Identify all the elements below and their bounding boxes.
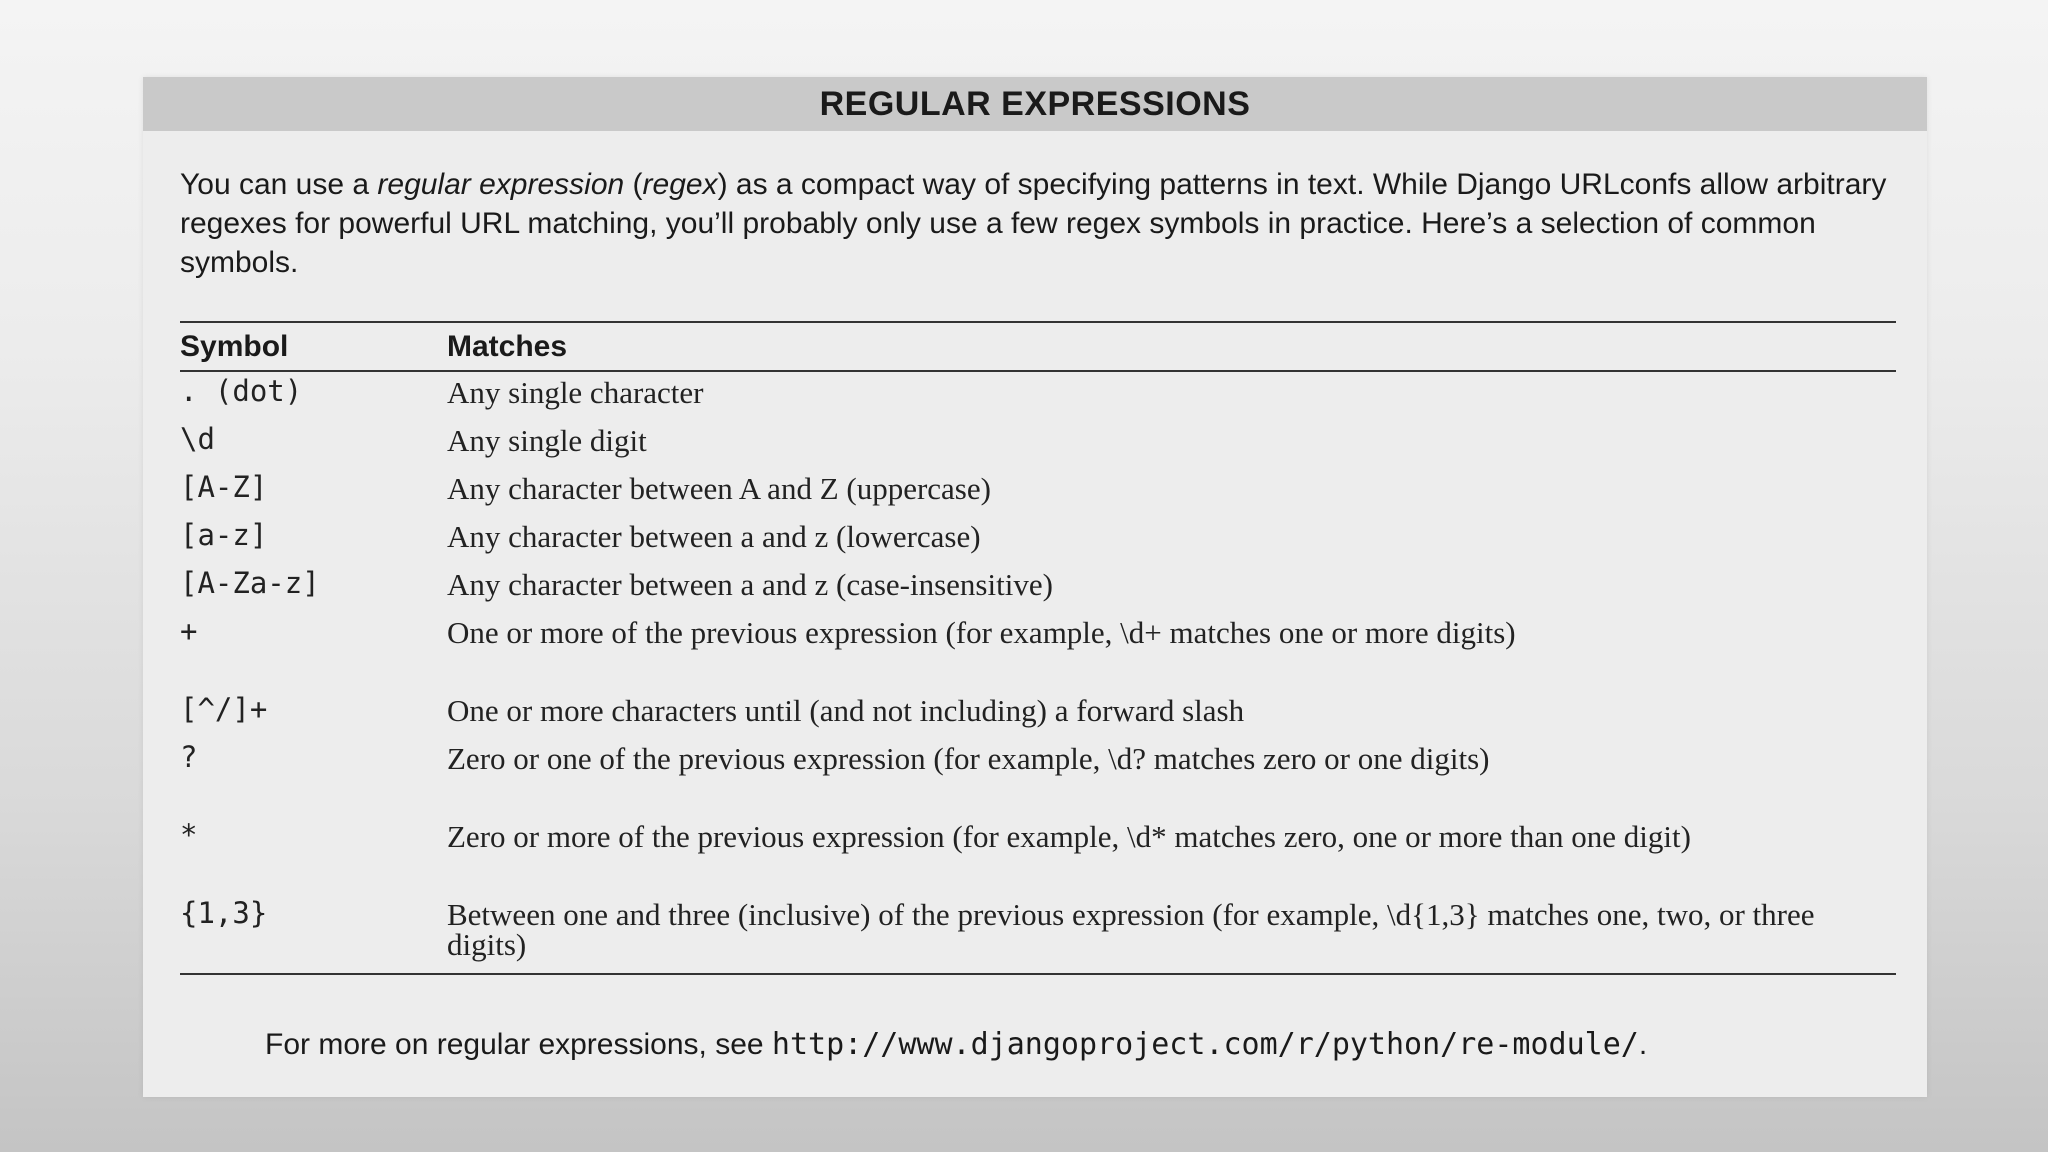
symbol-cell: +	[180, 614, 198, 648]
intro-text: (	[624, 168, 643, 201]
matches-cell: Zero or more of the previous expression (for example, \d* matches zero, one or more than one digit)	[447, 819, 1691, 854]
column-header-symbol: Symbol	[180, 329, 289, 363]
table-row	[180, 468, 1896, 516]
matches-cell: Any character between A and Z (uppercase)	[447, 471, 991, 506]
symbol-cell: [A-Z]	[180, 470, 268, 504]
table-row	[180, 372, 1896, 420]
intro-paragraph	[180, 165, 1900, 282]
table-row	[180, 816, 1896, 894]
intro-term-regex: regex	[642, 168, 718, 201]
footer-text: For more on regular expressions, see	[265, 1028, 772, 1061]
symbol-cell: . (dot)	[180, 374, 303, 408]
table-header	[180, 323, 1896, 372]
footer-note	[265, 1027, 1905, 1062]
table-row	[180, 612, 1896, 690]
matches-cell: Any character between a and z (lowercase)	[447, 519, 981, 554]
intro-term-regular-expression: regular expression	[377, 168, 625, 201]
symbol-cell: \d	[180, 422, 215, 456]
column-header-matches: Matches	[447, 329, 568, 363]
table-row	[180, 516, 1896, 564]
footer-end: .	[1638, 1028, 1648, 1061]
reference-url: http://www.djangoproject.com/r/python/re-module/	[771, 1027, 1639, 1062]
intro-text: You can use a	[180, 168, 378, 201]
matches-cell: Any character between a and z (case-insensitive)	[447, 567, 1053, 602]
regex-sidebar-panel	[143, 77, 1927, 1097]
table-row	[180, 564, 1896, 612]
symbol-cell: {1,3}	[180, 896, 268, 930]
matches-cell: One or more of the previous expression (for example, \d+ matches one or more digits)	[447, 615, 1516, 650]
table-row	[180, 690, 1896, 738]
matches-cell: Zero or one of the previous expression (for example, \d? matches zero or one digits)	[447, 741, 1490, 776]
regex-symbols-table	[180, 321, 1896, 975]
symbol-cell: [A-Za-z]	[180, 566, 320, 600]
panel-title: REGULAR EXPRESSIONS	[143, 77, 1927, 131]
matches-cell: Any single digit	[447, 423, 647, 458]
matches-cell: One or more characters until (and not including) a forward slash	[447, 693, 1245, 728]
symbol-cell: [a-z]	[180, 518, 268, 552]
table-row	[180, 420, 1896, 468]
intro-text: ) as a compact way of specifying patterns in text. While Django URLconfs allow arbitrary regexes for powerful URL matching, you’ll probably only use a few regex symbols in practice. Here’s a selection of common symbols.	[180, 168, 1887, 279]
table-row	[180, 894, 1896, 973]
matches-cell: Any single character	[447, 375, 704, 410]
symbol-cell: *	[180, 818, 198, 852]
symbol-cell: ?	[180, 740, 198, 774]
matches-cell: Between one and three (inclusive) of the previous expression (for example, \d{1,3} matches one, two, or three digits)	[447, 897, 1815, 962]
symbol-cell: [^/]+	[180, 692, 268, 726]
table-row	[180, 738, 1896, 816]
